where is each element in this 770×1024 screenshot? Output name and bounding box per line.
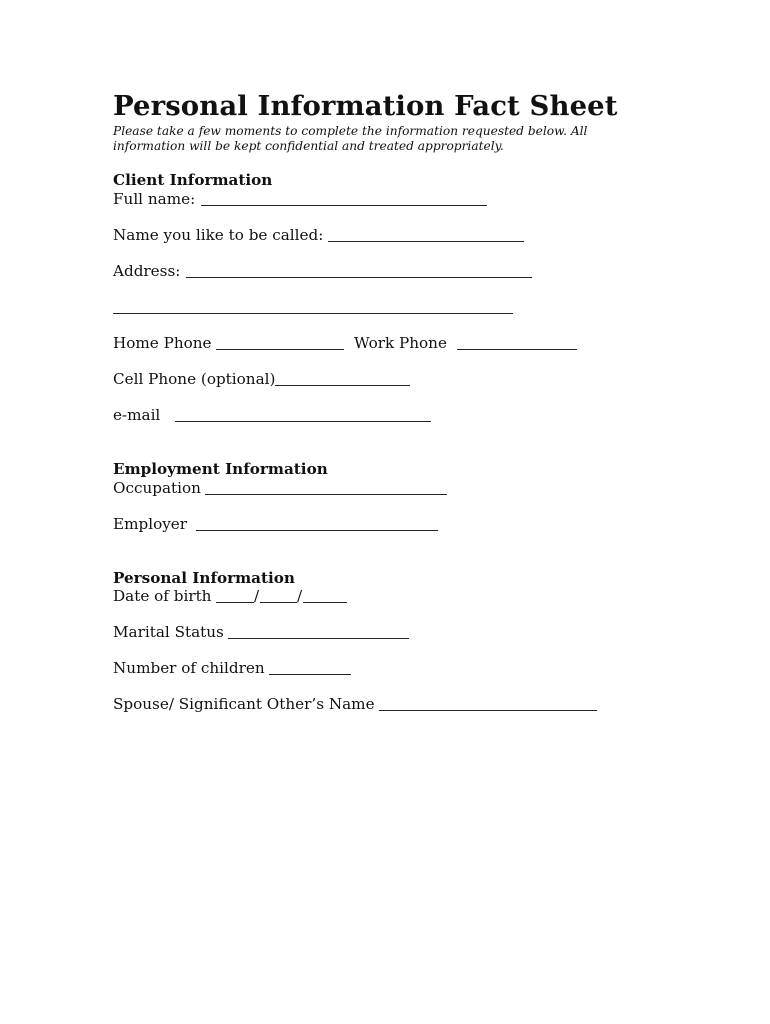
employer-field[interactable] xyxy=(196,530,438,531)
marital-status-field[interactable] xyxy=(228,638,409,639)
occupation-field[interactable] xyxy=(205,494,447,495)
spouse-name-label: Spouse/ Significant Other’s Name xyxy=(113,695,375,713)
full-name-label: Full name: xyxy=(113,190,196,208)
date-of-birth-label: Date of birth xyxy=(113,587,212,605)
employer-label: Employer xyxy=(113,515,188,533)
page-title: Personal Information Fact Sheet xyxy=(113,90,618,122)
employment-information-heading: Employment Information xyxy=(113,460,328,478)
dob-separator: / xyxy=(254,587,260,605)
work-phone-label: Work Phone xyxy=(354,334,447,352)
marital-status-label: Marital Status xyxy=(113,623,224,641)
address-field-line-2[interactable] xyxy=(113,313,513,314)
address-label: Address: xyxy=(113,262,181,280)
email-field[interactable] xyxy=(175,421,431,422)
cell-phone-field[interactable] xyxy=(275,385,410,386)
occupation-label: Occupation xyxy=(113,479,201,497)
email-label: e-mail xyxy=(113,406,161,424)
preferred-name-field[interactable] xyxy=(328,241,524,242)
client-information-heading: Client Information xyxy=(113,171,273,189)
dob-day-field[interactable] xyxy=(260,602,297,603)
preferred-name-label: Name you like to be called: xyxy=(113,226,324,244)
cell-phone-label: Cell Phone (optional) xyxy=(113,370,276,388)
address-field-line-1[interactable] xyxy=(186,277,532,278)
dob-month-field[interactable] xyxy=(216,602,254,603)
spouse-name-field[interactable] xyxy=(379,710,597,711)
dob-year-field[interactable] xyxy=(303,602,347,603)
home-phone-field[interactable] xyxy=(216,349,344,350)
personal-information-heading: Personal Information xyxy=(113,569,295,587)
work-phone-field[interactable] xyxy=(457,349,577,350)
number-of-children-field[interactable] xyxy=(269,674,351,675)
full-name-field[interactable] xyxy=(201,205,487,206)
intro-text-line-2: information will be kept confidential and treated appropriately. xyxy=(113,139,504,153)
dob-separator: / xyxy=(297,587,303,605)
home-phone-label: Home Phone xyxy=(113,334,212,352)
intro-text-line-1: Please take a few moments to complete the information requested below. All xyxy=(113,124,588,138)
number-of-children-label: Number of children xyxy=(113,659,265,677)
